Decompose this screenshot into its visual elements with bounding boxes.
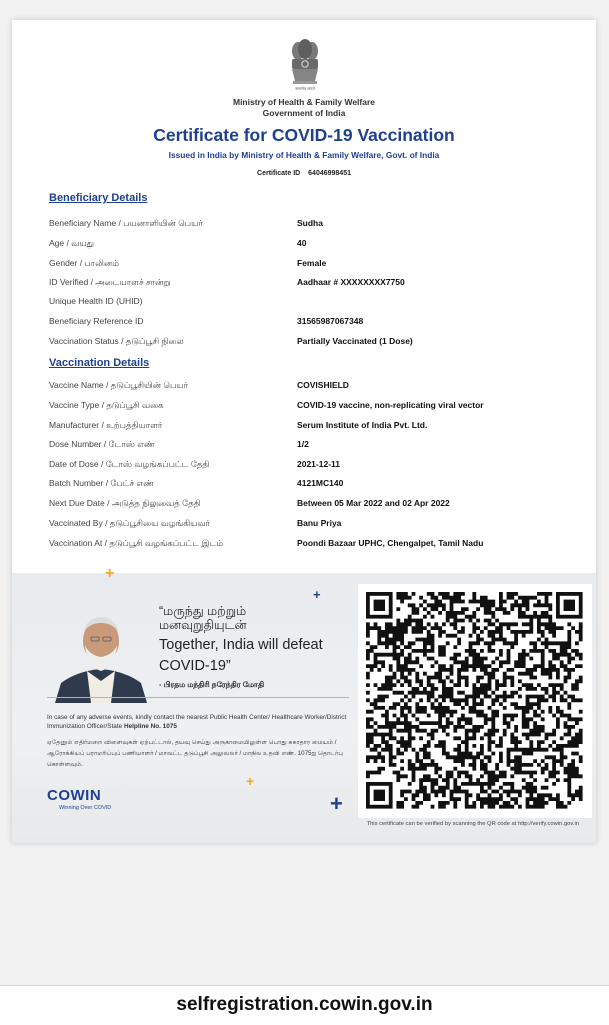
detail-label: Dose Number / டோஸ் எண் (49, 439, 155, 449)
browser-url-bar[interactable] (0, 985, 609, 1025)
quote-tamil-line: மனவுறுதியுடன் (159, 618, 247, 632)
detail-value: 40 (297, 238, 307, 248)
detail-row (12, 336, 596, 355)
detail-label: Vaccine Type / தடுப்பூசி வகை (49, 400, 164, 410)
certificate-id-label: Certificate ID (257, 170, 301, 177)
detail-label: Vaccination At / தடுப்பூசி வழங்கப்பட்ட இடம் (49, 538, 224, 548)
url-text[interactable]: selfregistration.cowin.gov.in (176, 994, 433, 1015)
detail-value: COVISHIELD (297, 380, 349, 390)
detail-label: Next Due Date / அடுத்த நிலுவைத் தேதி (49, 498, 201, 508)
detail-label: Age / வயது (49, 238, 95, 248)
vaccination-certificate (12, 20, 596, 843)
quote-english-line: Together, India will defeat (159, 637, 323, 653)
cowin-tagline: Winning Over COVID (59, 805, 112, 811)
quote-block (159, 604, 349, 677)
detail-value: 2021-12-11 (297, 459, 341, 469)
detail-label: Beneficiary Reference ID (49, 316, 144, 326)
message-panel (12, 565, 596, 843)
cowin-logo: COWIN (47, 787, 102, 804)
detail-label: Beneficiary Name / பயனாளியின் பெயர் (49, 218, 203, 228)
quote-author: - பிரதம மந்திரி நரேந்திர மோதி (159, 680, 265, 689)
detail-label: Gender / பாலினம் (49, 258, 119, 268)
portrait-image (47, 611, 155, 703)
detail-label: Manufacturer / உற்பத்தியாளர் (49, 420, 163, 430)
detail-label: Vaccine Name / தடுப்பூசியின் பெயர் (49, 380, 189, 390)
certificate-title: Certificate for COVID-19 Vaccination (153, 125, 455, 145)
certificate-subtitle: Issued in India by Ministry of Health & Family Welfare, Govt. of India (168, 150, 440, 160)
detail-value: Between 05 Mar 2022 and 02 Apr 2022 (297, 498, 450, 508)
ministry-name: Ministry of Health & Family Welfare (232, 97, 375, 107)
qr-code-icon (358, 584, 592, 818)
quote-english (159, 635, 349, 677)
certificate-id (12, 170, 596, 177)
qr-code-box (358, 584, 592, 818)
detail-value: Female (297, 258, 327, 268)
detail-label: Unique Health ID (UHID) (49, 296, 143, 306)
beneficiary-details-heading: Beneficiary Details (49, 192, 148, 204)
detail-label: ID Verified / அடையாளச் சான்று (49, 277, 171, 287)
quote-tamil-line: “மருந்து மற்றும் (159, 604, 247, 618)
qr-verification-note: This certificate can be verified by scanning the QR code at http://verify.cowin.gov.in (366, 821, 579, 827)
helpline-english-text: In case of any adverse events, kindly contact the nearest Public Health Center/ Healthcare Worker/District Immunization Officer/State (47, 714, 347, 730)
divider (47, 697, 349, 698)
helpline-english (47, 713, 347, 731)
quote-english-line: COVID-19” (159, 658, 231, 674)
detail-row (12, 538, 596, 557)
detail-value: 1/2 (297, 439, 309, 449)
plus-icon: + (105, 565, 115, 582)
certificate-id-value: 64046998451 (308, 170, 351, 177)
detail-value: 4121MC140 (297, 478, 344, 488)
detail-value: Aadhaar # XXXXXXXX7750 (297, 277, 405, 287)
detail-value: Serum Institute of India Pvt. Ltd. (297, 420, 428, 430)
helpline-tamil: ஏதேனும் எதிர்மறை விளைவுகள் ஏற்பட்டால், தயவு செய்து அருகாமையிலுள்ள பொது சுகாதார மையம் / ஆரோக்கியப் பராமரிப்புப் பணியாளர் / மாவட்ட தடுப்பூசி அலுவலர் / மாநில உதவி எண். 1075ஐ தொடர்பு கொள்ளவும். (47, 739, 343, 768)
detail-label: Batch Number / பேட்ச் எண் (49, 478, 155, 488)
detail-label: Vaccination Status / தடுப்பூசி நிலை (49, 336, 184, 346)
detail-row (12, 277, 596, 296)
detail-value: COVID-19 vaccine, non-replicating viral vector (297, 400, 484, 410)
vaccination-details-heading: Vaccination Details (49, 357, 150, 369)
detail-value: Banu Priya (297, 518, 342, 528)
government-name: Government of India (262, 108, 346, 118)
emblem-caption: सत्यमेव जयते (295, 86, 315, 91)
detail-label: Vaccinated By / தடுப்பூசியை வழங்கியவர் (49, 518, 211, 528)
detail-label: Date of Dose / டோஸ் வழங்கப்பட்ட தேதி (49, 459, 210, 469)
ministry-heading (12, 97, 596, 119)
detail-value: Sudha (297, 218, 323, 228)
plus-icon: + (313, 587, 321, 602)
plus-icon: + (246, 773, 255, 789)
helpline-number: Helpline No. 1075 (123, 723, 177, 730)
detail-value: 31565987067348 (297, 316, 364, 326)
detail-value: Poondi Bazaar UPHC, Chengalpet, Tamil Nadu (297, 538, 484, 548)
plus-icon: + (330, 791, 343, 816)
detail-value: Partially Vaccinated (1 Dose) (297, 336, 413, 346)
